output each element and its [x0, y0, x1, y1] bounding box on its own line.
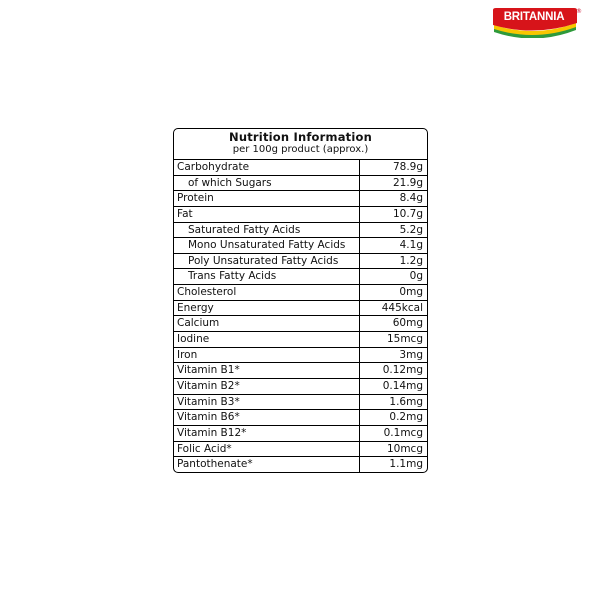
nutrition-row — [174, 238, 427, 254]
nutrient-value: 0.12mg — [382, 364, 423, 377]
nutrition-row — [174, 379, 427, 395]
nutrition-row — [174, 160, 427, 176]
nutrient-value: 0.14mg — [382, 379, 423, 392]
nutrient-value: 1.1mg — [389, 458, 423, 471]
nutrient-name: Pantothenate* — [174, 457, 360, 473]
nutrient-name: Iodine — [174, 332, 360, 347]
nutrient-value: 445kcal — [381, 301, 423, 314]
nutrition-row — [174, 285, 427, 301]
nutrient-name: Cholesterol — [174, 285, 360, 300]
nutrition-table-header — [174, 129, 427, 160]
nutrition-row — [174, 332, 427, 348]
nutrient-name: Saturated Fatty Acids — [174, 223, 360, 238]
nutrient-value: 0mg — [399, 286, 423, 299]
registered-mark: ® — [576, 8, 582, 15]
nutrition-table-subtitle: per 100g product (approx.) — [232, 144, 369, 155]
nutrient-name: Carbohydrate — [174, 160, 360, 175]
nutrient-value: 1.6mg — [389, 395, 423, 408]
nutrient-name: Vitamin B2* — [174, 379, 360, 394]
nutrient-name: Trans Fatty Acids — [174, 269, 360, 284]
nutrition-table — [173, 128, 428, 473]
logo-wordmark: BRITANNIA — [503, 11, 565, 23]
nutrient-name: Vitamin B1* — [174, 363, 360, 378]
nutrient-value: 15mcg — [386, 333, 423, 346]
nutrient-value: 0.2mg — [389, 411, 423, 424]
nutrient-value: 8.4g — [399, 192, 423, 205]
nutrient-name: Mono Unsaturated Fatty Acids — [174, 238, 360, 253]
nutrition-row — [174, 395, 427, 411]
nutrient-value: 10.7g — [392, 207, 423, 220]
nutrient-name: Vitamin B3* — [174, 395, 360, 410]
nutrient-value: 1.2g — [399, 254, 423, 267]
nutrition-row — [174, 316, 427, 332]
nutrition-row — [174, 363, 427, 379]
nutrition-row — [174, 207, 427, 223]
nutrient-value: 0g — [409, 270, 423, 283]
nutrient-name: Vitamin B12* — [174, 426, 360, 441]
nutrition-row — [174, 223, 427, 239]
nutrition-row — [174, 191, 427, 207]
britannia-logo — [490, 6, 582, 38]
nutrient-value: 78.9g — [392, 161, 423, 173]
nutrition-row — [174, 301, 427, 317]
nutrient-value: 60mg — [392, 317, 423, 330]
nutrition-rows — [174, 160, 427, 473]
nutrient-name: Fat — [174, 207, 360, 222]
nutrition-row — [174, 254, 427, 270]
nutrient-name: Protein — [174, 191, 360, 206]
nutrient-name: Calcium — [174, 316, 360, 331]
nutrient-name: Poly Unsaturated Fatty Acids — [174, 254, 360, 269]
nutrient-name: Energy — [174, 301, 360, 316]
nutrition-row — [174, 442, 427, 458]
nutrition-row — [174, 410, 427, 426]
nutrition-row — [174, 426, 427, 442]
nutrient-value: 21.9g — [392, 176, 423, 189]
nutrient-name: Iron — [174, 348, 360, 363]
nutrition-row — [174, 176, 427, 192]
nutrient-name: Folic Acid* — [174, 442, 360, 457]
nutrient-value: 0.1mcg — [383, 426, 423, 439]
nutrition-row — [174, 348, 427, 364]
nutrient-value: 3mg — [399, 348, 423, 361]
nutrition-table-title: Nutrition Information — [229, 130, 372, 144]
nutrition-row — [174, 269, 427, 285]
nutrient-value: 5.2g — [399, 223, 423, 236]
nutrient-value: 4.1g — [399, 239, 423, 252]
nutrient-value: 10mcg — [386, 442, 423, 455]
nutrient-name: Vitamin B6* — [174, 410, 360, 425]
nutrient-name: of which Sugars — [174, 176, 360, 191]
nutrition-row — [174, 457, 427, 473]
